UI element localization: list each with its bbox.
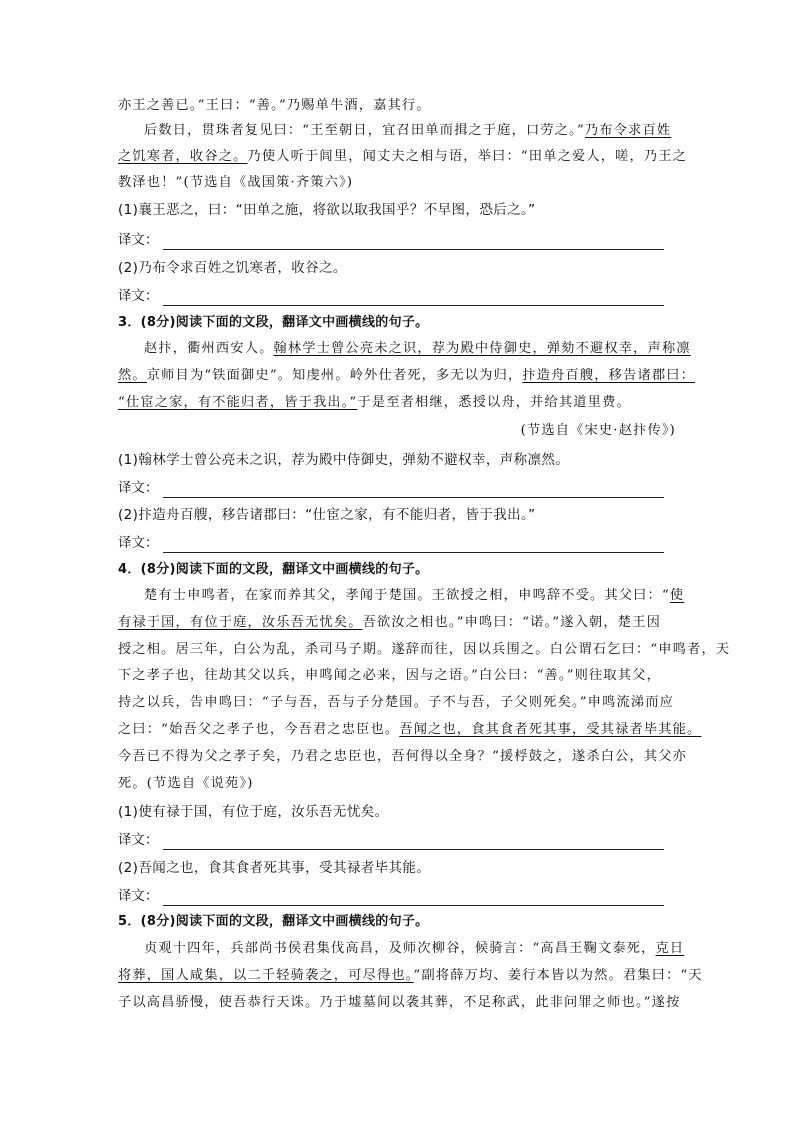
passage-line: 有禄于国，有位于庭，汝乐吾无忧矣。吾欲汝之相也。”申鸣曰：“诺。”遂入朝，楚王因 <box>118 615 661 630</box>
passage-line: 持之以兵，告申鸣曰：“子与吾，吾与子分楚国。子不与吾，子父则死矣。”申鸣流涕而应 <box>118 695 675 710</box>
passage-line: 下之孝子也，往劫其父以兵，申鸣闻之必来，因与之语。”白公曰：“善。”则往取其父， <box>118 668 661 683</box>
passage-line: 教泽也！”(节选自《战国策·齐策六》) <box>118 175 354 190</box>
source-citation: (节选自《宋史·赵抃传》) <box>520 423 676 438</box>
question-2: (2)乃布令求百姓之饥寒者，收谷之。 <box>118 260 347 276</box>
passage-line: 赵抃，衢州西安人。翰林学士曾公亮未之识，荐为殿中侍御史，弹劾不避权幸，声称凛 <box>144 341 691 356</box>
underlined-sentence: “仕宦之家，有不能归者，皆于我出。” <box>118 395 358 410</box>
question-2: (2)吾闻之也，食其食者死其事，受其禄者毕其能。 <box>118 860 431 876</box>
answer-blank <box>163 891 665 906</box>
passage-line: 楚有士申鸣者，在家而养其父，孝闻于楚国。王欲授之相，申鸣辞不受。其父曰：“使 <box>144 588 685 603</box>
passage-line: 将葬，国人咸集，以二千轻骑袭之，可尽得也。”副将薛万均、姜行本皆以为然。君集曰：“天 <box>118 968 703 983</box>
answer-row[interactable]: 译文： <box>118 533 664 553</box>
answer-blank <box>163 835 665 850</box>
passage-line: 亦王之善已。”王曰：“善。”乃赐单牛酒，嘉其行。 <box>118 98 431 113</box>
passage-line: 今吾已不得为父之孝子矣，乃君之忠臣也，吾何得以全身？”援桴鼓之，遂杀白公，其父亦 <box>118 749 688 764</box>
question-2: (2)抃造舟百艘，移告诸郡曰：“仕宦之家，有不能归者，皆于我出。” <box>118 507 536 523</box>
underlined-sentence: 使 <box>669 588 685 603</box>
passage-line: “仕宦之家，有不能归者，皆于我出。”于是至者相继，悉授以舟，并给其道里费。 <box>118 395 631 410</box>
question-1: (1)使有禄于国，有位于庭，汝乐吾无忧矣。 <box>118 804 389 820</box>
underlined-sentence: 翰林学士曾公亮未之识，荐为殿中侍御史，弹劾不避权幸，声称凛 <box>273 341 691 356</box>
underlined-sentence: 抃造舟百艘，移告诸郡曰： <box>522 368 696 383</box>
passage-line: 然。京师目为“铁面御史”。知虔州。岭外仕者死，多无以为归，抃造舟百艘，移告诸郡曰： <box>118 368 696 383</box>
answer-blank <box>163 483 665 498</box>
answer-row[interactable]: 译文： <box>118 286 664 306</box>
passage-line: 之饥寒者，收谷之。乃使人听于闾里，闻丈夫之相与语，举曰：“田单之爱人，嗟，乃王之 <box>118 149 688 164</box>
answer-blank <box>163 538 665 553</box>
underlined-sentence: 克日 <box>655 941 685 956</box>
passage-line: 之曰：“始吾父之孝子也，今吾君之忠臣也。吾闻之也，食其食者死其事，受其禄者毕其能。 <box>118 722 702 737</box>
section-heading-5: 5．(8分)阅读下面的文段，翻译文中画横线的句子。 <box>118 914 429 929</box>
answer-row[interactable]: 译文： <box>118 830 664 850</box>
section-heading-3: 3．(8分)阅读下面的文段，翻译文中画横线的句子。 <box>118 315 429 330</box>
passage-line: 死。(节选自《说苑》) <box>118 776 254 791</box>
question-1: (1)翰林学士曾公亮未之识，荐为殿中侍御史，弹劾不避权幸，声称凛然。 <box>118 452 570 468</box>
underlined-sentence: 然。 <box>118 368 147 383</box>
passage-line: 授之相。居三年，白公为乱，杀司马子期。遂辞而往，因以兵围之。白公谓石乞曰：“申鸣者，天 <box>118 642 731 657</box>
underlined-sentence: 之饥寒者，收谷之。 <box>118 149 248 164</box>
answer-row[interactable]: 译文： <box>118 230 664 250</box>
underlined-sentence: 有禄于国，有位于庭，汝乐吾无忧矣。 <box>118 615 363 630</box>
passage-line: 后数日，贯珠者复见曰：“王至朝日，宜召田单而揖之于庭，口劳之。”乃布令求百姓 <box>144 123 672 138</box>
question-1: (1)襄王恶之，曰：“田单之施，将欲以取我国乎？不早图，恐后之。” <box>118 202 536 218</box>
answer-blank <box>163 235 665 250</box>
passage-line: 贞观十四年，兵部尚书侯君集伐高昌，及师次柳谷，候骑言：“高昌王鞠文泰死，克日 <box>144 941 685 956</box>
answer-row[interactable]: 译文： <box>118 886 664 906</box>
answer-row[interactable]: 译文： <box>118 478 664 498</box>
underlined-sentence: 将葬，国人咸集，以二千轻骑袭之，可尽得也。 <box>118 968 414 983</box>
section-heading-4: 4．(8分)阅读下面的文段，翻译文中画横线的句子。 <box>118 562 429 577</box>
answer-blank <box>163 291 665 306</box>
passage-line: 子以高昌骄慢，使吾恭行天诛。乃于墟墓间以袭其葬，不足称武，此非问罪之师也。”遂按 <box>118 995 681 1010</box>
underlined-sentence: 乃布令求百姓 <box>584 123 672 138</box>
underlined-sentence: 吾闻之也，食其食者死其事，受其禄者毕其能。 <box>399 722 702 737</box>
